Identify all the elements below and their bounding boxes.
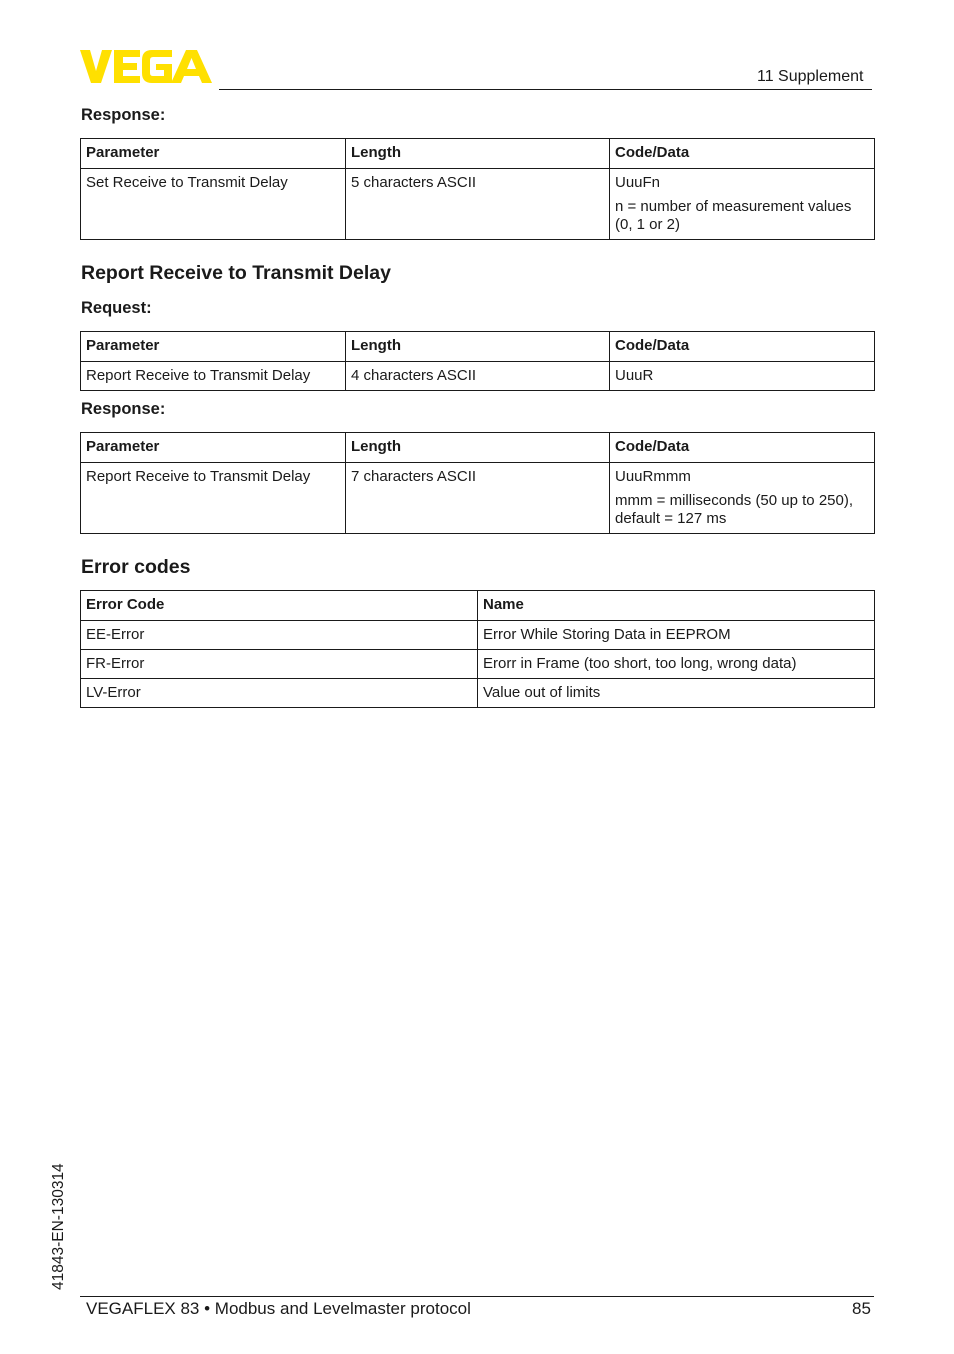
footer-title: VEGAFLEX 83 • Modbus and Levelmaster protocol [86,1299,471,1318]
code-note: n = number of measurement values (0, 1 or 2) [615,198,852,233]
footer-rule [80,1296,874,1297]
response-label: Response: [81,106,166,124]
column-header: Length [346,139,610,169]
response-label: Response: [81,400,166,418]
table-header-row [81,433,875,463]
error-codes-heading: Error codes [81,556,191,578]
error-name-cell: Error While Storing Data in EEPROM [478,621,875,650]
column-header: Length [346,433,610,463]
parameter-cell: Report Receive to Transmit Delay [81,362,346,391]
document-id: 41843-EN-130314 [50,1163,67,1290]
column-header: Error Code [81,591,478,621]
error-code-cell: EE-Error [81,621,478,650]
table-row [81,650,875,679]
code-cell [610,463,875,534]
header-rule [219,89,872,90]
code-cell: UuuR [610,362,875,391]
error-name-cell: Value out of limits [478,679,875,708]
table-row [81,169,875,240]
table-row [81,621,875,650]
code-value: UuuFn [615,174,661,191]
column-header: Code/Data [610,139,875,169]
report-response-table [80,432,875,534]
section-label: 11 Supplement [757,68,864,85]
length-cell: 5 characters ASCII [346,169,610,240]
set-response-table [80,138,875,240]
column-header: Length [346,332,610,362]
column-header: Name [478,591,875,621]
error-name-cell: Erorr in Frame (too short, too long, wrong data) [478,650,875,679]
column-header: Code/Data [610,332,875,362]
column-header: Parameter [81,139,346,169]
error-code-cell: FR-Error [81,650,478,679]
error-code-cell: LV-Error [81,679,478,708]
report-heading: Report Receive to Transmit Delay [81,262,391,284]
parameter-cell: Report Receive to Transmit Delay [81,463,346,534]
parameter-cell: Set Receive to Transmit Delay [81,169,346,240]
error-codes-table [80,590,875,708]
code-value: UuuRmmm [615,468,691,485]
table-row [81,463,875,534]
length-cell: 7 characters ASCII [346,463,610,534]
column-header: Parameter [81,332,346,362]
length-cell: 4 characters ASCII [346,362,610,391]
report-request-table [80,331,875,391]
column-header: Code/Data [610,433,875,463]
page-number: 85 [852,1299,871,1318]
table-header-row [81,332,875,362]
column-header: Parameter [81,433,346,463]
code-cell [610,169,875,240]
vega-logo [80,50,212,84]
table-header-row [81,139,875,169]
table-header-row [81,591,875,621]
table-row [81,362,875,391]
table-row [81,679,875,708]
request-label: Request: [81,299,152,317]
code-note: mmm = milliseconds (50 up to 250), default = 127 ms [615,492,854,527]
